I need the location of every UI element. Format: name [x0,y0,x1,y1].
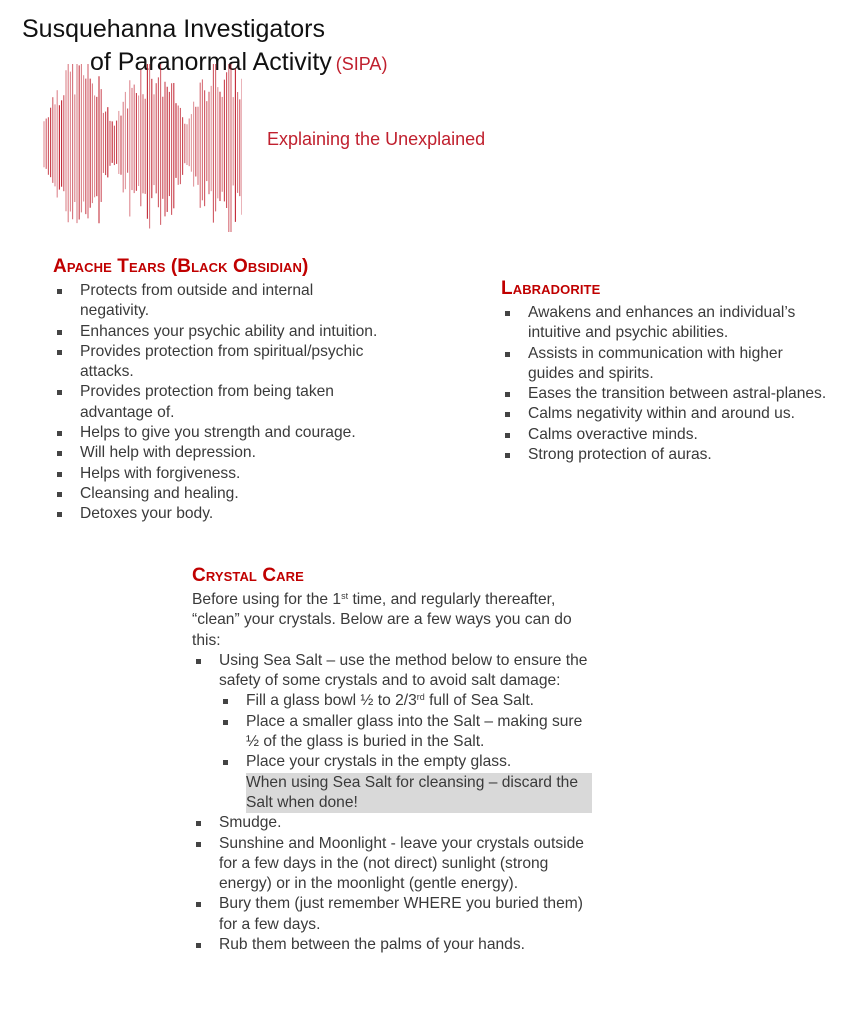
list-item-text: Using Sea Salt – use the method below to ensure the safety of some crystals and to avoid salt damage: [219,651,588,690]
list-item: Helps to give you strength and courage. [53,423,383,443]
list-item: Enhances your psychic ability and intuition. [53,322,383,342]
care-intro [192,590,592,651]
list-item-text: full of Sea Salt. [424,692,534,710]
list-item: Detoxes your body. [53,504,383,524]
list-item [219,691,592,711]
section-heading: Labradorite [501,278,601,299]
list-item: Assists in communication with higher guides and spirits. [501,344,831,385]
care-intro-text: time, and regularly thereafter, “clean” your crystals. Below are a few ways you can do this: [192,591,572,649]
sound-wave-icon [42,62,242,232]
org-acronym: (SIPA) [335,54,388,74]
list-item [219,752,592,813]
list-item-text: Place a smaller glass into the Salt – making sure ½ of the glass is buried in the Salt. [246,712,583,751]
list-item: Provides protection from being taken advantage of. [53,382,383,423]
highlighted-note: When using Sea Salt for cleansing – discard the Salt when done! [246,773,592,814]
org-title-line2-text: of Paranormal Activity [90,48,332,76]
list-item: Helps with forgiveness. [53,464,383,484]
list-item-text: Fill a glass bowl ½ to 2/3 [246,692,417,710]
section-heading: Apache Tears (Black Obsidian) [53,256,309,277]
care-methods-list [192,651,592,813]
superscript: rd [416,692,425,703]
list-item: Provides protection from spiritual/psychic attacks. [53,342,383,383]
list-item: Smudge. [192,813,592,833]
list-item: Calms negativity within and around us. [501,404,831,424]
list-item: Calms overactive minds. [501,425,831,445]
crystal-care-section [192,565,592,955]
list-item: Cleansing and healing. [53,484,383,504]
list-item: Eases the transition between astral-planes. [501,384,831,404]
labradorite-section [501,278,831,465]
list-item: Sunshine and Moonlight - leave your crystals outside for a few days in the (not direct) sunlight (strong energy) or in the moonlight (gentle energy). [192,834,592,895]
list-item [192,651,592,813]
care-methods-list-continued [192,813,592,955]
list-item: Will help with depression. [53,443,383,463]
org-title-line1: Susquehanna Investigators [22,15,325,43]
labradorite-list [501,303,831,465]
sea-salt-steps-list [219,691,592,813]
tagline: Explaining the Unexplained [267,129,486,149]
care-intro-text: Before using for the 1 [192,591,342,608]
superscript: st [341,591,349,601]
list-item [219,712,592,753]
apache-tears-section [53,256,383,525]
section-heading: Crystal Care [192,565,304,586]
apache-tears-list [53,281,383,525]
list-item-text: Place your crystals in the empty glass. [246,753,512,771]
list-item: Strong protection of auras. [501,445,831,465]
list-item: Rub them between the palms of your hands. [192,935,592,955]
list-item: Bury them (just remember WHERE you buried them) for a few days. [192,894,592,935]
list-item: Protects from outside and internal negativity. [53,281,383,322]
list-item: Awakens and enhances an individual’s intuitive and psychic abilities. [501,303,831,344]
